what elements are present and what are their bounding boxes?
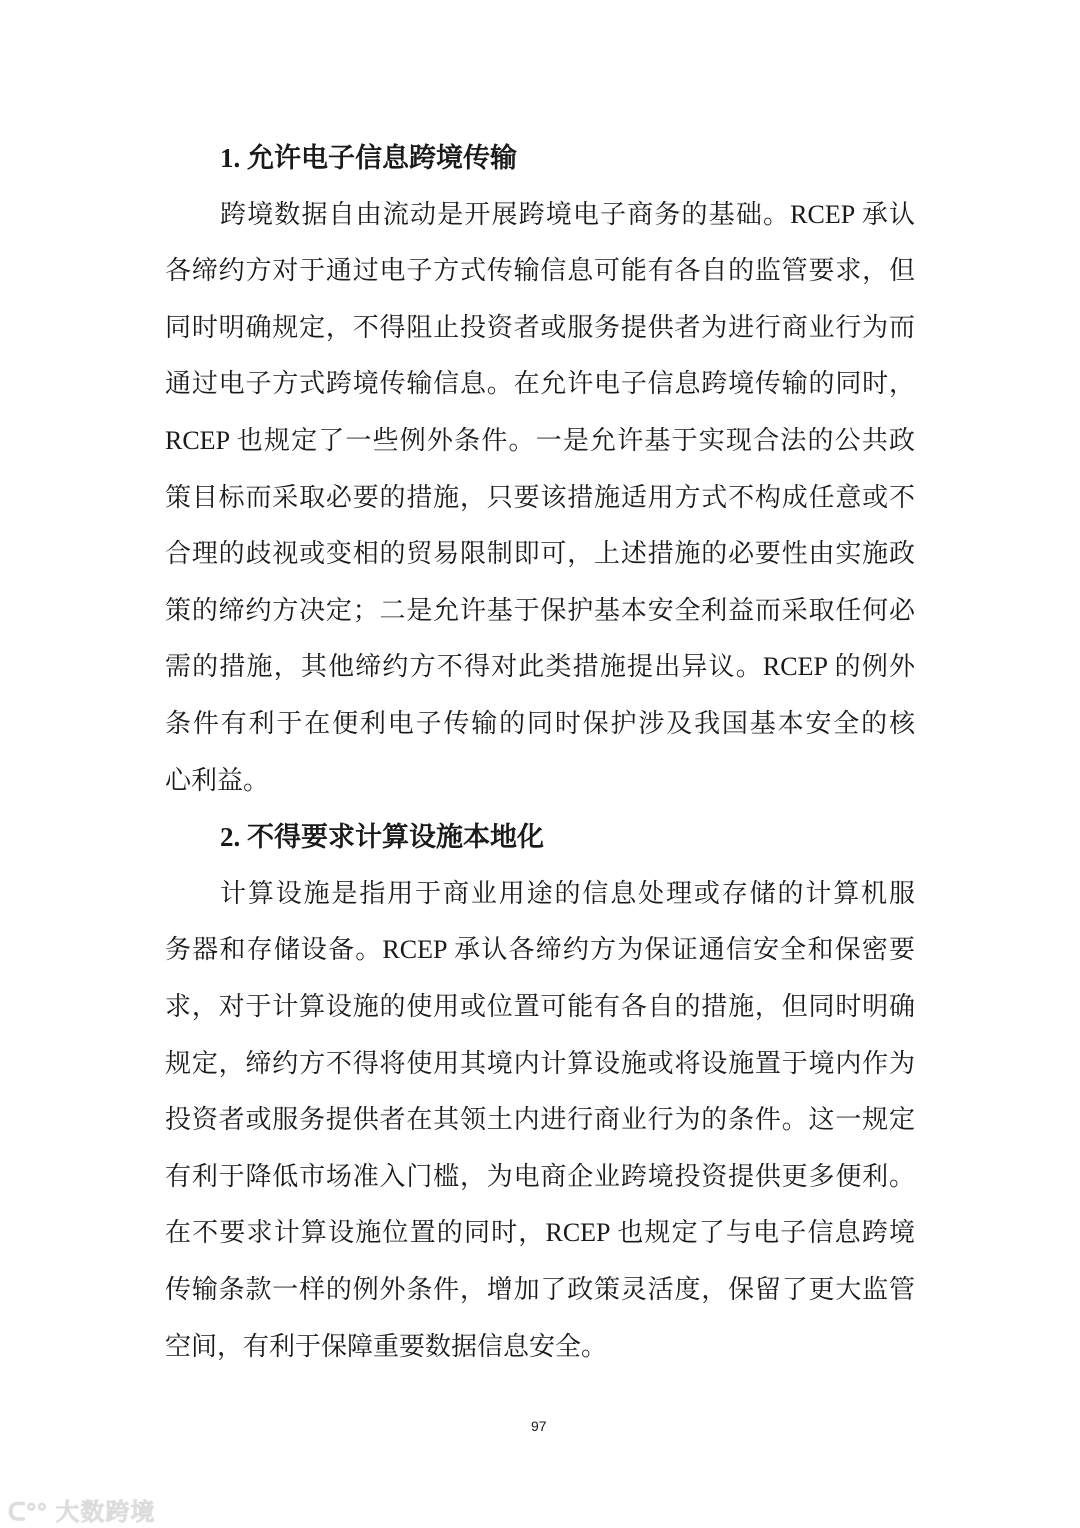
paragraph-line: 策的缔约方决定；二是允许基于保护基本安全利益而采取任何必: [165, 595, 915, 625]
paragraph-line: RCEP 也规定了一些例外条件。一是允许基于实现合法的公共政: [165, 426, 915, 455]
section-heading: 2. 不得要求计算设施本地化: [220, 822, 544, 853]
paragraph-line: 求，对于计算设施的使用或位置可能有各自的措施，但同时明确: [165, 992, 915, 1021]
paragraph-line: 策目标而采取必要的措施，只要该措施适用方式不构成任意或不: [165, 482, 915, 512]
paragraph-line: 空间，有利于保障重要数据信息安全。: [165, 1331, 608, 1361]
paragraph-line: 各缔约方对于通过电子方式传输信息可能有各自的监管要求，但: [165, 256, 915, 286]
paragraph-line: 投资者或服务提供者在其领土内进行商业行为的条件。这一规定: [165, 1105, 915, 1135]
paragraph-line: 务器和存储设备。RCEP 承认各缔约方为保证通信安全和保密要: [165, 935, 915, 965]
paragraph-line: 计算设施是指用于商业用途的信息处理或存储的计算机服: [220, 878, 915, 908]
paragraph-line: 传输条款一样的例外条件，增加了政策灵活度，保留了更大监管: [165, 1275, 915, 1304]
paragraph-line: 条件有利于在便利电子传输的同时保护涉及我国基本安全的核: [165, 709, 915, 738]
paragraph-line: 合理的歧视或变相的贸易限制即可，上述措施的必要性由实施政: [165, 539, 915, 569]
paragraph-line: 规定，缔约方不得将使用其境内计算设施或将设施置于境内作为: [165, 1048, 915, 1078]
paragraph-line: 通过电子方式跨境传输信息。在允许电子信息跨境传输的同时，: [165, 369, 915, 399]
watermark-logo: [8, 1492, 155, 1527]
section-heading: 1. 允许电子信息跨境传输: [220, 143, 517, 173]
paragraph-line: 有利于降低市场准入门槛，为电商企业跨境投资提供更多便利。: [165, 1161, 915, 1191]
paragraph-line: 同时明确规定，不得阻止投资者或服务提供者为进行商业行为而: [165, 312, 915, 342]
page-number: 97: [531, 1418, 547, 1434]
paragraph-line: 需的措施，其他缔约方不得对此类措施提出异议。RCEP 的例外: [165, 652, 915, 682]
watermark-text: 大数跨境: [55, 1499, 156, 1526]
paragraph-line: 心利益。: [165, 765, 270, 795]
watermark-icon: ᑕ°°: [8, 1499, 48, 1526]
paragraph-line: 跨境数据自由流动是开展跨境电子商务的基础。RCEP 承认: [220, 199, 915, 229]
paragraph-line: 在不要求计算设施位置的同时，RCEP 也规定了与电子信息跨境: [165, 1218, 915, 1248]
